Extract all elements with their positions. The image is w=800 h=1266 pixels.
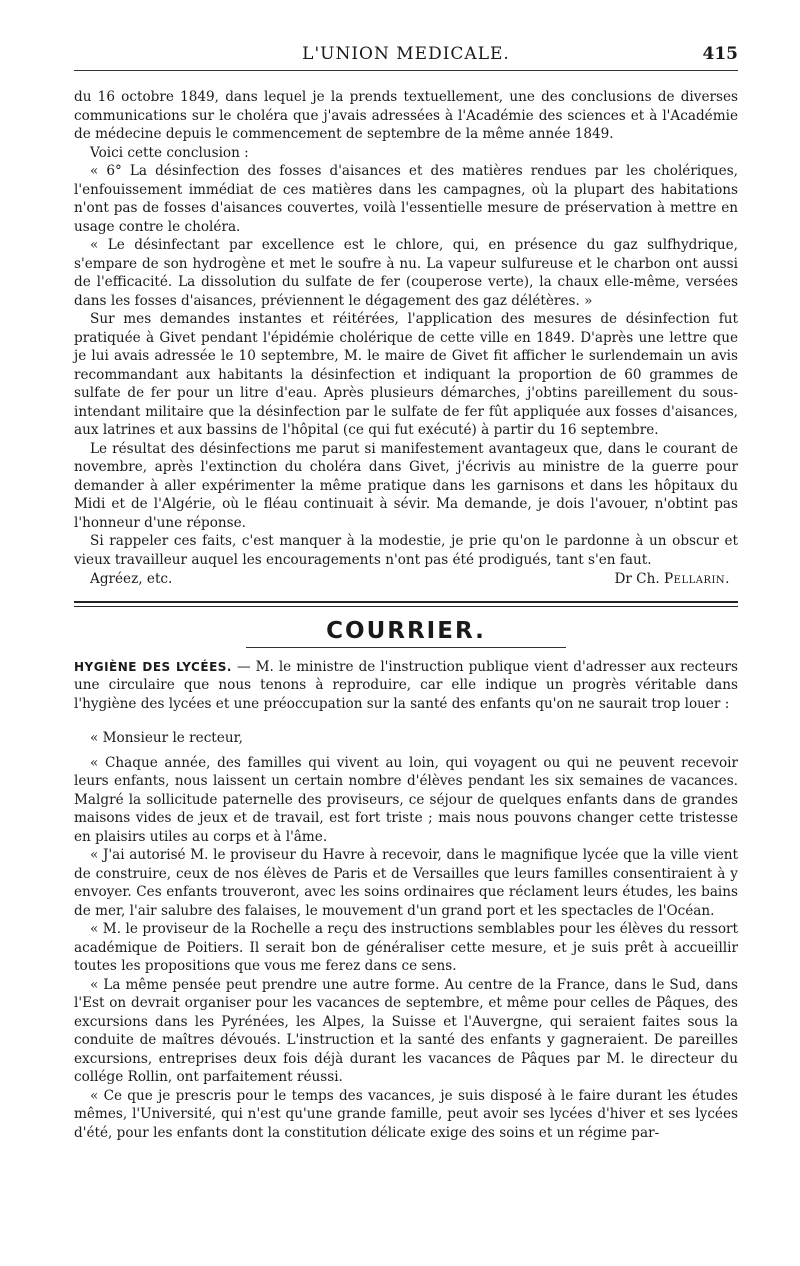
running-head	[74, 0, 738, 74]
letter-paragraph-2: Voici cette conclusion :	[90, 144, 249, 161]
courrier-lead-paragraph	[74, 658, 738, 714]
header-rule	[74, 70, 738, 71]
letter-paragraph-6: Le résultat des désinfections me parut si manifestement avantageux que, dans le courant de novembre, après l'extinction du choléra dans Givet, j'écrivis au ministre de la guerre pour demander à aller expérimenter la même pratique dans les garnisons et dans les hôpitaux du Midi et de l'Algérie, où le fléau continuait à sévir. Ma demande, je dois l'avouer, n'obtint pas l'honneur d'une réponse.	[74, 440, 738, 531]
running-title: L'UNION MEDICALE.	[302, 44, 510, 64]
circular-paragraph-4: « La même pensée peut prendre une autre forme. Au centre de la France, dans le Sud, dans l'Est on devrait organiser pour les vacances de septembre, et même pour celles de Pâques, des excursions dans les Pyrénées, les Alpes, la Suisse et l'Auvergne, qui seraient faites sous la conduite de maîtres dévoués. L'instruction et la santé des enfants y gagneraient. De pareilles excursions, entreprises deux fois déjà durant les vacances de Pâques par M. le directeur du collége Rollin, ont parfaitement réussi.	[74, 976, 738, 1085]
circular-paragraph-3: « M. le proviseur de la Rochelle a reçu des instructions semblables pour les élèves du ressort académique de Poitiers. Il serait bon de généraliser cette mesure, et je suis prêt à accueillir toutes les propositions que vous me ferez dans ce sens.	[74, 921, 738, 974]
circular-paragraph-2: « J'ai autorisé M. le proviseur du Havre à recevoir, dans le magnifique lycée que la ville vient de construire, ceux de nos élèves de Paris et de Versailles que leurs familles consentiraient à y envoyer. Ces enfants trouveront, avec les soins ordinaires que réclament leurs études, les bains de mer, l'air salubre des falaises, le mouvement d'un grand port et les spectacles de l'Océan.	[74, 847, 738, 919]
closing-formula: Agréez, etc.	[90, 571, 173, 587]
letter-paragraph-3: « 6° La désinfection des fosses d'aisances et des matières rendues par les cholériques, l'enfouissement immédiat de ces matières dans les campagnes, où la plupart des habitations n'ont pas de fosses d'aisances couvertes, voilà l'essentielle mesure de préservation à mettre en usage contre le choléra.	[74, 163, 738, 235]
section-divider	[74, 601, 738, 607]
lead-heading: HYGIÈNE DES LYCÉES.	[74, 659, 232, 674]
letter-paragraph-5: Sur mes demandes instantes et réitérées, l'application des mesures de désinfection fut pratiquée à Givet pendant l'épidémie cholérique de cette ville en 1849. D'après une lettre que je lui avais adressée le 10 septembre, M. le maire de Givet fit afficher le surlendemain un avis recommandant aux habitants la désinfection et indiquant la proportion de 60 grammes de sulfate de fer pour un litre d'eau. Après plusieurs démarches, j'obtins pareillement du sous-intendant militaire que la désinfection par le sulfate de fer fût appliquée aux fosses d'aisances, aux latrines et aux bassins de l'hôpital (ce qui fut exécuté) à partir du 16 septembre.	[74, 311, 738, 438]
signature	[614, 570, 738, 589]
letter-paragraph-1: du 16 octobre 1849, dans lequel je la prends textuellement, une des conclusions de diverses communications sur le choléra que j'avais adressées à l'Académie des sciences et à l'Académie de médecine depuis le commencement de septembre de la même année 1849.	[74, 89, 738, 142]
closing-line	[74, 570, 738, 589]
letter-paragraph-7: Si rappeler ces faits, c'est manquer à la modestie, je prie qu'on le pardonne à un obscur et vieux travailleur auquel les encouragements n'ont pas été prodigués, tant s'en faut.	[74, 533, 738, 568]
section-title: COURRIER.	[326, 617, 486, 644]
section-title-rule	[246, 647, 566, 648]
circular-paragraph-5: « Ce que je prescris pour le temps des vacances, je suis disposé à le faire durant les études mêmes, l'Université, qui n'est qu'une grande famille, peut avoir ses lycées d'hiver et ses lycées d'été, pour les enfants dont la constitution délicate exige des soins et un régime par-	[74, 1087, 738, 1141]
letter-paragraph-4: « Le désinfectant par excellence est le chlore, qui, en présence du gaz sulfhydrique, s'empare de son hydrogène et met le soufre à nu. La vapeur sulfureuse et le charbon ont aussi de l'efficacité. La dissolution du sulfate de fer (couperose verte), la chaux elle-même, versées dans les fosses d'aisances, préviennent le dégagement des gaz délétères. »	[74, 237, 738, 309]
lead-text: — M. le ministre de l'instruction publique vient d'adresser aux recteurs une circulaire que nous tenons à reproduire, car elle indique un progrès véritable dans l'hygiène des lycées et une préoccupation sur la santé des enfants qu'on ne saurait trop louer :	[74, 658, 738, 712]
page-number: 415	[702, 44, 738, 64]
courrier-body	[74, 658, 738, 1143]
signature-prefix: Dr Ch.	[614, 571, 664, 587]
circular-paragraph-1: « Chaque année, des familles qui vivent au loin, qui voyagent ou qui ne peuvent recevoir leurs enfants, nous laissent un certain nombre d'élèves pendant les six semaines de vacances. Malgré la sollicitude paternelle des proviseurs, ce séjour de quelques enfants dans de grandes maisons vides de jeux et de travail, est fort triste ; mais nous pouvons changer cette tristesse en plaisirs utiles au corps et à l'âme.	[74, 754, 738, 845]
signature-name: Pellarin.	[664, 571, 730, 587]
circular-salutation: « Monsieur le recteur,	[90, 730, 243, 746]
letter-body	[74, 88, 738, 589]
